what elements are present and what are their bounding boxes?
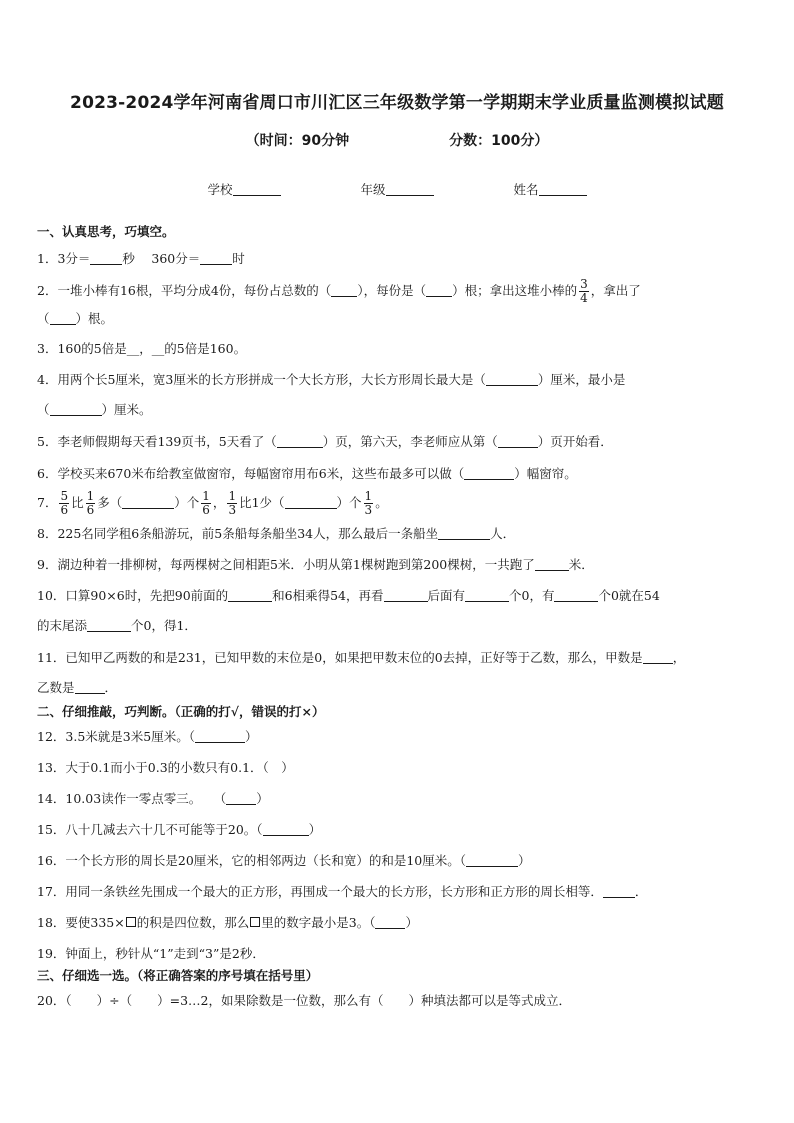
answer-blank[interactable]	[331, 284, 357, 297]
fraction: $\frac{1}{6}$	[202, 489, 210, 517]
fraction: $\frac{3}{4}$	[580, 277, 588, 305]
answer-blank[interactable]	[277, 435, 323, 448]
question-12: 12．3.5米就是3米5厘米。（ ）	[37, 729, 258, 744]
answer-blank[interactable]	[438, 527, 490, 540]
name-field: 姓名	[513, 180, 586, 198]
question-9: 9．湖边种着一排柳树，每两棵树之间相距5米．小明从第1棵树跑到第200棵树，一共跑了 米．	[37, 557, 594, 572]
question-6: 6．学校买来670米布给教室做窗帘，每幅窗帘用布6米，这些布最多可以做（ ）幅窗帘。	[37, 466, 577, 481]
answer-blank[interactable]	[384, 589, 428, 602]
question-11-cont: 乙数是 ．	[37, 680, 118, 695]
answer-blank[interactable]	[465, 589, 509, 602]
question-14: 14．10.03读作一零点零三。 （ ）	[37, 791, 269, 806]
answer-blank[interactable]	[90, 252, 122, 265]
question-2: 2．一堆小棒有16根，平均分成4份，每份占总数的（ ），每份是（ ）根；拿出这堆小棒的 $\frac{3}{4}$ ，拿出了	[37, 277, 641, 305]
score-label: 分数：100分）	[449, 133, 549, 149]
fraction: $\frac{1}{6}$	[86, 489, 95, 517]
fraction: $\frac{1}{3}$	[364, 489, 373, 517]
answer-blank[interactable]	[535, 558, 569, 571]
answer-blank[interactable]	[285, 496, 337, 509]
question-1: 1．3分＝ 秒 360分＝ 时	[37, 251, 245, 266]
question-3: 3．160的5倍是__，__的5倍是160。	[37, 341, 247, 356]
question-2-cont: （ ）根。	[37, 311, 114, 326]
answer-blank[interactable]	[195, 730, 245, 743]
answer-blank[interactable]	[464, 467, 514, 480]
answer-blank[interactable]	[603, 885, 635, 898]
answer-blank[interactable]	[375, 916, 405, 929]
answer-blank[interactable]	[643, 651, 673, 664]
section-heading-3: 三、仔细选一选。（将正确答案的序号填在括号里）	[37, 968, 319, 983]
digit-box	[250, 917, 260, 927]
answer-blank[interactable]	[50, 403, 102, 416]
time-label: （时间：90分钟	[245, 133, 350, 149]
student-info	[0, 180, 794, 198]
answer-blank[interactable]	[87, 619, 131, 632]
question-13: 13．大于0.1而小于0.3的小数只有0.1．（ ）	[37, 760, 294, 775]
answer-blank[interactable]	[498, 435, 538, 448]
answer-blank[interactable]	[554, 589, 598, 602]
fraction: $\frac{1}{3}$	[228, 489, 237, 517]
name-blank[interactable]	[539, 183, 587, 196]
answer-blank[interactable]	[200, 252, 232, 265]
question-18: 18．要使335× 的积是四位数，那么 里的数字最小是3。（ ）	[37, 915, 418, 930]
answer-blank[interactable]	[122, 496, 174, 509]
page-title: 2023-2024学年河南省周口市川汇区三年级数学第一学期期末学业质量监测模拟试题	[70, 93, 724, 113]
digit-box	[126, 917, 136, 927]
question-20: 20．（ ）÷（ ）=3…2，如果除数是一位数，那么有（ ）种填法都可以是等式成立．	[37, 993, 572, 1008]
question-16: 16．一个长方形的周长是20厘米，它的相邻两边（长和宽）的和是10厘米。（ ）	[37, 853, 531, 868]
question-17: 17．用同一条铁丝先围成一个最大的正方形，再围成一个最大的长方形，长方形和正方形的周长相等． ．	[37, 884, 648, 899]
question-7: 7． $\frac{5}{6}$ 比 $\frac{1}{6}$ 多（ ）个 $\frac{1}{6}$ ， $\frac{1}{3}$ 比1少（ ）个 $\frac{1}{3}$ 。	[37, 489, 388, 517]
answer-blank[interactable]	[228, 589, 272, 602]
answer-blank[interactable]	[466, 854, 518, 867]
question-list	[37, 222, 767, 1011]
answer-blank[interactable]	[75, 681, 105, 694]
exam-meta	[0, 130, 794, 150]
question-10: 10．口算90×6时，先把90前面的 和6相乘得54，再看 后面有 个0，有 个0就在54	[37, 588, 660, 603]
answer-blank[interactable]	[226, 792, 256, 805]
school-blank[interactable]	[233, 183, 281, 196]
answer-blank[interactable]	[426, 284, 452, 297]
answer-blank[interactable]	[263, 823, 309, 836]
section-heading-2: 二、仔细推敲，巧判断。（正确的打√，错误的打×）	[37, 704, 325, 719]
school-field: 学校	[207, 180, 280, 198]
grade-blank[interactable]	[386, 183, 434, 196]
grade-field: 年级	[360, 180, 433, 198]
question-15: 15．八十几减去六十几不可能等于20。（ ）	[37, 822, 322, 837]
fraction: $\frac{5}{6}$	[60, 489, 69, 517]
section-heading-1: 一、认真思考，巧填空。	[37, 224, 175, 239]
question-11: 11．已知甲乙两数的和是231，已知甲数的末位是0，如果把甲数末位的0去掉，正好等于乙数，那么，甲数是 ，	[37, 650, 686, 665]
question-5: 5．李老师假期每天看139页书，5天看了（ ）页，第六天，李老师应从第（ ）页开始看．	[37, 434, 613, 449]
answer-blank[interactable]	[486, 373, 538, 386]
question-8: 8．225名同学租6条船游玩，前5条船每条船坐34人，那么最后一条船坐 人．	[37, 526, 516, 541]
question-4-cont: （ ）厘米。	[37, 402, 152, 417]
answer-blank[interactable]	[50, 312, 76, 325]
question-4: 4．用两个长5厘米，宽3厘米的长方形拼成一个大长方形，大长方形周长最大是（ ）厘米，最小是	[37, 372, 626, 387]
question-19: 19．钟面上，秒针从“1”走到“3”是2秒．	[37, 946, 265, 961]
question-10-cont: 的末尾添 个0，得1．	[37, 618, 197, 633]
